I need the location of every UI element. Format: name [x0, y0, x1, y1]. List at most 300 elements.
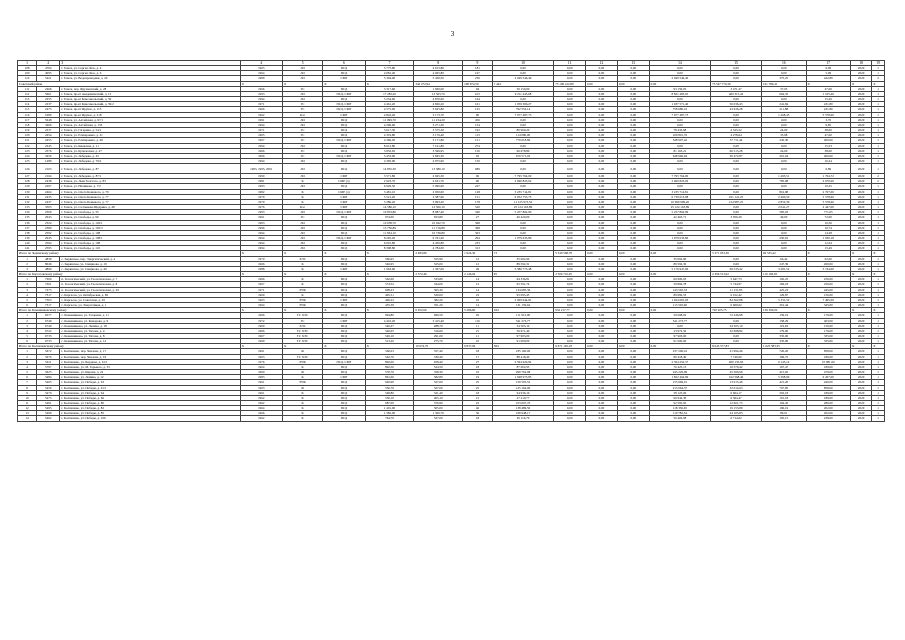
table-cell: 2455: [37, 138, 60, 143]
table-cell: 5676: [37, 354, 60, 359]
table-cell: 80 418,40: [649, 354, 710, 359]
table-cell: 0,00: [586, 148, 618, 153]
table-cell: 648 966,94: [649, 153, 710, 158]
table-cell: ГС: [282, 138, 322, 143]
table-cell: 456: [463, 117, 493, 122]
table-cell: 4 319,80: [365, 133, 414, 138]
table-cell: г. Колпашево, ул. Кирова, д. 22: [60, 370, 240, 375]
table-cell: 505,00: [414, 406, 463, 411]
table-cell: 0,00: [554, 153, 586, 158]
table-cell: 0,00: [617, 308, 649, 313]
table-cell: 3: [18, 266, 37, 271]
table-cell: 138 489,50: [492, 406, 553, 411]
table-cell: 2 041,27: [761, 205, 806, 210]
table-cell: 6 145,14: [761, 359, 806, 364]
table-cell: 8 987,40: [414, 210, 463, 215]
table-cell: 1: [872, 401, 885, 406]
table-cell: 49,00: [761, 215, 806, 220]
table-cell: 582,80: [414, 375, 463, 380]
table-cell: 0,00: [554, 416, 586, 421]
table-cell: СМР (л): [323, 189, 365, 194]
table-cell: К: [282, 179, 322, 184]
table-cell: 335,00: [761, 333, 806, 338]
table-cell: п. Геологический, ул. Геологическая, д. 29: [60, 287, 240, 292]
table-cell: 2020: [851, 277, 872, 282]
table-cell: 0,00: [711, 241, 762, 246]
table-cell: 1: [872, 256, 885, 261]
table-cell: 1: [872, 313, 885, 318]
table-cell: 0,00: [617, 303, 649, 308]
table-cell: 12: [463, 261, 493, 266]
table-cell: X: [872, 81, 885, 86]
table-cell: 0,00: [586, 416, 618, 421]
table-cell: 1: [872, 303, 885, 308]
table-cell: г. Томск, ул. Алтайская, д. 97/1: [60, 117, 240, 122]
table-cell: 1969: [240, 292, 282, 297]
table-cell: 1: [872, 282, 885, 287]
table-cell: X: [282, 251, 322, 256]
table-cell: 548 907,42: [649, 138, 710, 143]
table-cell: 1961: [240, 380, 282, 385]
table-cell: X: [323, 344, 365, 349]
table-cell: 128: [18, 179, 37, 184]
table-cell: 14 586,10: [365, 205, 414, 210]
table-cell: 2 945,30: [414, 174, 463, 179]
table-cell: 10 022,70: [414, 220, 463, 225]
table-cell: 5499: [37, 411, 60, 416]
table-cell: 1961: [240, 349, 282, 354]
table-cell: X: [323, 272, 365, 277]
table-cell: 119: [18, 128, 37, 133]
table-cell: 1: [872, 364, 885, 369]
table-cell: 0,00: [617, 220, 649, 225]
table-cell: 97 903,00: [649, 333, 710, 338]
table-cell: 932 217,77: [554, 308, 586, 313]
table-cell: 25: [463, 380, 493, 385]
table-cell: 0,00: [554, 210, 586, 215]
table-cell: 1994: [240, 143, 282, 148]
table-cell: 0,00: [617, 122, 649, 127]
table-cell: 525,00: [414, 261, 463, 266]
table-cell: 5421: [37, 76, 60, 81]
table-cell: 1994: [240, 97, 282, 102]
table-cell: 2020: [851, 138, 872, 143]
table-cell: 9: [463, 61, 493, 66]
table-cell: 2020: [851, 117, 872, 122]
table-cell: X: [365, 81, 414, 86]
table-cell: 88 418,40: [492, 354, 553, 359]
table-cell: 179,00: [806, 328, 851, 333]
table-cell: 75 109 412,80: [554, 81, 586, 86]
table-cell: 3 575,30: [414, 128, 463, 133]
table-cell: 3 832,65: [365, 148, 414, 153]
table-cell: 7 495,00: [806, 297, 851, 302]
table-cell: 10: [18, 395, 37, 400]
table-cell: 1: [872, 102, 885, 107]
table-cell: 0,00: [617, 230, 649, 235]
table-cell: X: [851, 344, 872, 349]
table-cell: 2020: [851, 282, 872, 287]
table-cell: 0,00: [554, 282, 586, 287]
table-cell: 0,00: [586, 91, 618, 96]
table-cell: 1976: [240, 205, 282, 210]
table-cell: 2376: [37, 148, 60, 153]
table-cell: 2255: [37, 97, 60, 102]
table-cell: 5 578,60: [806, 112, 851, 117]
table-cell: 1960: [240, 323, 282, 328]
table-cell: 4: [18, 292, 37, 297]
table-cell: 7260: [37, 277, 60, 282]
table-cell: 339,40: [414, 354, 463, 359]
table-cell: 1967: [240, 138, 282, 143]
table-cell: 21 994,46: [711, 349, 762, 354]
table-cell: 0,00: [617, 416, 649, 421]
table-cell: г. Томск, пер. Фрунзенский, д. 28: [60, 86, 240, 91]
table-cell: РУФ: [282, 359, 322, 364]
table-cell: 66 942,30: [649, 395, 710, 400]
table-cell: с. Кожевниково, ул. Комарова, д. 9: [60, 318, 240, 323]
table-cell: ПСД: [323, 122, 365, 127]
table-cell: 1994: [240, 158, 282, 163]
table-cell: 0,00: [761, 164, 806, 174]
table-cell: 2 372,49: [414, 272, 463, 277]
table-cell: 90: [463, 179, 493, 184]
table-cell: 3456: [37, 153, 60, 158]
table-cell: 11 099,70: [365, 117, 414, 122]
table-cell: 2 483,80: [414, 251, 463, 256]
table-cell: 0,00: [649, 246, 710, 251]
table-cell: 335,00: [761, 339, 806, 344]
table-cell: 69 535,42: [711, 266, 762, 271]
table-cell: 0,00: [617, 246, 649, 251]
table-cell: с. Зырянское, ул. Смирнова, д. 19: [60, 261, 240, 266]
table-cell: 2020: [851, 107, 872, 112]
table-cell: 0,00: [617, 148, 649, 153]
table-cell: г. Томск, ул. Олега Кошевого, д. 77: [60, 194, 240, 199]
table-cell: 1: [18, 277, 37, 282]
table-cell: 4 296,60: [365, 122, 414, 127]
table-cell: 0,00: [761, 66, 806, 71]
table-cell: 22: [463, 401, 493, 406]
table-cell: 16,36: [806, 220, 851, 225]
table-cell: 1988: [240, 266, 282, 271]
table-cell: 6 609,02: [711, 303, 762, 308]
table-cell: 6577: [37, 313, 60, 318]
table-cell: 97 903,00: [492, 333, 553, 338]
table-cell: ПСД: [323, 220, 365, 225]
table-cell: 1: [872, 236, 885, 241]
table-cell: 110 196,95: [761, 272, 806, 277]
table-cell: 0,00: [586, 411, 618, 416]
table-cell: 2 506 710,65: [554, 272, 586, 277]
table-cell: г. Колпашево, ул. Победы, д. 64: [60, 390, 240, 395]
table-cell: 640,90: [365, 380, 414, 385]
table-cell: 133: [18, 205, 37, 210]
table-cell: 1962: [240, 112, 282, 117]
table-cell: 0,00: [554, 261, 586, 266]
table-cell: 0,00: [617, 174, 649, 179]
table-cell: 4095: [37, 71, 60, 76]
table-cell: 2 707,00: [806, 189, 851, 194]
table-cell: ПСД: [323, 406, 365, 411]
table-cell: 131: [18, 194, 37, 199]
table-cell: 10 579,42: [711, 364, 762, 369]
table-cell: 0,00: [649, 158, 710, 163]
table-cell: Итого по Колпашевскому району: [18, 344, 241, 349]
table-cell: ТС ХЭС: [282, 333, 322, 338]
table-cell: 0,00: [586, 194, 618, 199]
table-cell: 313: [463, 246, 493, 251]
table-cell: ПСД: [323, 385, 365, 390]
table-cell: 0,00: [586, 354, 618, 359]
table-cell: 375,25: [761, 76, 806, 81]
table-cell: СМР: [323, 318, 365, 323]
table-cell: 238,00: [806, 416, 851, 421]
table-cell: 479,00: [806, 370, 851, 375]
table-cell: 2297: [37, 184, 60, 189]
table-cell: X: [365, 272, 414, 277]
table-cell: 0,00: [554, 230, 586, 235]
table-cell: 525,90: [414, 256, 463, 261]
table-cell: 0,00: [617, 266, 649, 271]
table-cell: 5 647,73: [711, 277, 762, 282]
table-cell: 89,01: [761, 411, 806, 416]
table-cell: 0,00: [554, 86, 586, 91]
table-cell: 1: [872, 261, 885, 266]
table-cell: ПСД, СМР: [323, 138, 365, 143]
table-cell: 60 900,03: [649, 277, 710, 282]
table-cell: 1: [872, 148, 885, 153]
table-cell: 5661: [37, 91, 60, 96]
table-cell: 14: [463, 277, 493, 282]
table-cell: 65 116,70: [492, 416, 553, 421]
table-cell: 1 059 306,27: [492, 102, 553, 107]
table-cell: 357,40: [414, 349, 463, 354]
table-cell: X: [240, 344, 282, 349]
table-cell: 3 956,29: [711, 215, 762, 220]
table-cell: 247,39: [761, 261, 806, 266]
table-cell: 6 012,42: [711, 292, 762, 297]
table-cell: 167: [463, 71, 493, 76]
table-cell: г. Томск, пр-кт Академический, д. 15: [60, 91, 240, 96]
table-cell: 549,10: [365, 333, 414, 338]
table-cell: 556,70: [365, 385, 414, 390]
table-cell: 1979: [240, 199, 282, 204]
table-cell: 250,00: [806, 277, 851, 282]
table-cell: 9 211 445,68: [492, 91, 553, 96]
table-cell: 2020: [851, 328, 872, 333]
table-cell: 0,00: [586, 220, 618, 225]
table-cell: 159 505,52: [492, 380, 553, 385]
table-cell: 4 826,20: [414, 102, 463, 107]
table-cell: 0,00: [554, 349, 586, 354]
table-cell: К: [282, 416, 322, 421]
table-cell: 1 493,51: [761, 174, 806, 179]
table-cell: 6722: [37, 328, 60, 333]
table-cell: 0,00: [617, 313, 649, 318]
table-cell: СМР: [323, 297, 365, 302]
table-cell: 0,00: [586, 236, 618, 241]
table-cell: 0,00: [586, 143, 618, 148]
table-cell: 1: [872, 215, 885, 220]
table-cell: 3 993,20: [414, 199, 463, 204]
table-cell: 440,00: [806, 380, 851, 385]
table-cell: 1964: [240, 71, 282, 76]
table-cell: ПСД: [323, 282, 365, 287]
table-cell: 1966: [240, 153, 282, 158]
table-cell: 0,00: [492, 122, 553, 127]
table-cell: СМР: [323, 266, 365, 271]
table-cell: 1993: [240, 210, 282, 215]
table-cell: г. Томск, ул. Лебедева, д. 45: [60, 153, 240, 158]
table-cell: 0,00: [554, 194, 586, 199]
table-cell: 0,00: [554, 112, 586, 117]
table-cell: 179,00: [806, 313, 851, 318]
table-cell: 154: [463, 122, 493, 127]
table-cell: 12: [586, 61, 618, 66]
table-cell: г. Томск, ул. Салтыкова-Щедрина, д. 48: [60, 205, 240, 210]
table-cell: 0,00: [711, 220, 762, 225]
table-cell: 1966: [240, 86, 282, 91]
table-cell: 6,09: [806, 66, 851, 71]
table-cell: 2592: [37, 230, 60, 235]
table-cell: 119 782,34: [649, 411, 710, 416]
table-cell: 14: [649, 61, 710, 66]
table-cell: 27: [463, 215, 493, 220]
table-cell: с. Каргасок, ул. Энергетиков, д. 1: [60, 303, 240, 308]
table-cell: 14: [18, 416, 37, 421]
table-cell: 2020: [851, 323, 872, 328]
table-cell: 0,00: [761, 230, 806, 235]
table-cell: 1 924 681,93: [649, 297, 710, 302]
table-cell: 0,00: [617, 380, 649, 385]
table-cell: 1: [872, 225, 885, 230]
table-cell: 1 268,45: [761, 112, 806, 117]
table-cell: 124: [18, 153, 37, 158]
table-cell: 1 401,00: [365, 406, 414, 411]
table-cell: X: [323, 251, 365, 256]
table-cell: 0,00: [586, 323, 618, 328]
table-cell: 8 308,80: [365, 246, 414, 251]
table-cell: 6: [18, 303, 37, 308]
table-cell: 1 963,90: [365, 266, 414, 271]
table-cell: 4 278,64: [711, 133, 762, 138]
table-cell: 35 062,90: [649, 256, 710, 261]
table-cell: 0,00: [554, 385, 586, 390]
table-cell: 121: [18, 138, 37, 143]
table-cell: 1: [872, 91, 885, 96]
table-cell: 1: [872, 395, 885, 400]
table-cell: 3 587,90: [414, 194, 463, 199]
table-cell: 0,00: [617, 297, 649, 302]
table-cell: 27 210,77: [492, 395, 553, 400]
table-cell: ГС: [282, 128, 322, 133]
table-cell: 758 680,16: [649, 107, 710, 112]
table-cell: г. Колпашево, ул. Победы, д. 82: [60, 406, 240, 411]
table-cell: 64 936,16: [492, 390, 553, 395]
table-cell: ЛО: [282, 117, 322, 122]
table-cell: К: [282, 189, 322, 194]
table-cell: 4: [240, 61, 282, 66]
table-cell: 892,50: [365, 364, 414, 369]
table-cell: ПСД: [323, 354, 365, 359]
table-cell: 0,00: [617, 107, 649, 112]
table-cell: 574,52: [365, 282, 414, 287]
table-cell: 0,00: [554, 375, 586, 380]
table-cell: г. Томск, ул. Льва Толстого, д. 83: [60, 179, 240, 184]
table-cell: 1 822 464,99: [649, 375, 710, 380]
table-cell: 24 165,83: [711, 411, 762, 416]
table-cell: 0,00: [586, 205, 618, 210]
table-cell: г. Томск, ул. Свободы, д. 102/3: [60, 225, 240, 230]
table-cell: 0,00: [586, 246, 618, 251]
table-cell: 0,00: [711, 246, 762, 251]
table-cell: ПСД: [323, 339, 365, 344]
table-cell: 400,00: [806, 153, 851, 158]
table-cell: 2 852,39: [761, 199, 806, 204]
table-cell: 1 924,30: [463, 251, 493, 256]
table-cell: 156: [463, 148, 493, 153]
table-cell: 687,00: [365, 401, 414, 406]
table-cell: 0,00: [586, 375, 618, 380]
table-cell: 0,00: [586, 153, 618, 158]
table-cell: 1961: [240, 215, 282, 220]
table-cell: 1: [872, 71, 885, 76]
table-cell: 123: [18, 148, 37, 153]
table-cell: 169,72: [761, 354, 806, 359]
table-cell: 0,00: [617, 66, 649, 71]
table-cell: 0,00: [554, 91, 586, 96]
table-cell: 1 079 633,86: [649, 236, 710, 241]
table-cell: 792 925,75: [711, 308, 762, 313]
table-cell: 167,47: [761, 364, 806, 369]
table-cell: 351,20: [414, 303, 463, 308]
table-cell: 0,00: [649, 272, 710, 277]
table-cell: 4 410,20: [365, 318, 414, 323]
table-cell: 151: [463, 138, 493, 143]
table-cell: 6 207,00: [806, 375, 851, 380]
table-cell: 2020: [851, 143, 872, 148]
table-cell: 0,00: [554, 406, 586, 411]
table-cell: 6 714,62: [711, 416, 762, 421]
table-cell: 0,00: [554, 158, 586, 163]
table-cell: 14: [463, 287, 493, 292]
page-number: 3: [450, 30, 455, 38]
table-cell: 6 761,20: [414, 236, 463, 241]
table-cell: 0,00: [554, 303, 586, 308]
table-cell: 2020: [851, 395, 872, 400]
table-cell: ПСД: [323, 401, 365, 406]
table-cell: 0,00: [554, 277, 586, 282]
table-cell: 5 234,60: [365, 97, 414, 102]
table-cell: 816,98: [761, 189, 806, 194]
table-cell: 158,29: [761, 318, 806, 323]
table-cell: 0,00: [761, 71, 806, 76]
table-cell: 150,00: [806, 323, 851, 328]
table-cell: 1: [18, 61, 37, 66]
table-cell: 5 286,20: [365, 199, 414, 204]
table-cell: 455,39: [365, 303, 414, 308]
table-cell: 81 163,21: [649, 148, 710, 153]
table-cell: 139 300,02: [761, 308, 806, 313]
table-cell: 93 159,05: [649, 86, 710, 91]
table-cell: X: [872, 344, 885, 349]
table-cell: 1970: [240, 256, 282, 261]
table-cell: К: [282, 282, 322, 287]
table-cell: 0,00: [617, 138, 649, 143]
table-cell: 4 784,00: [414, 246, 463, 251]
table-cell: 2594: [37, 241, 60, 246]
